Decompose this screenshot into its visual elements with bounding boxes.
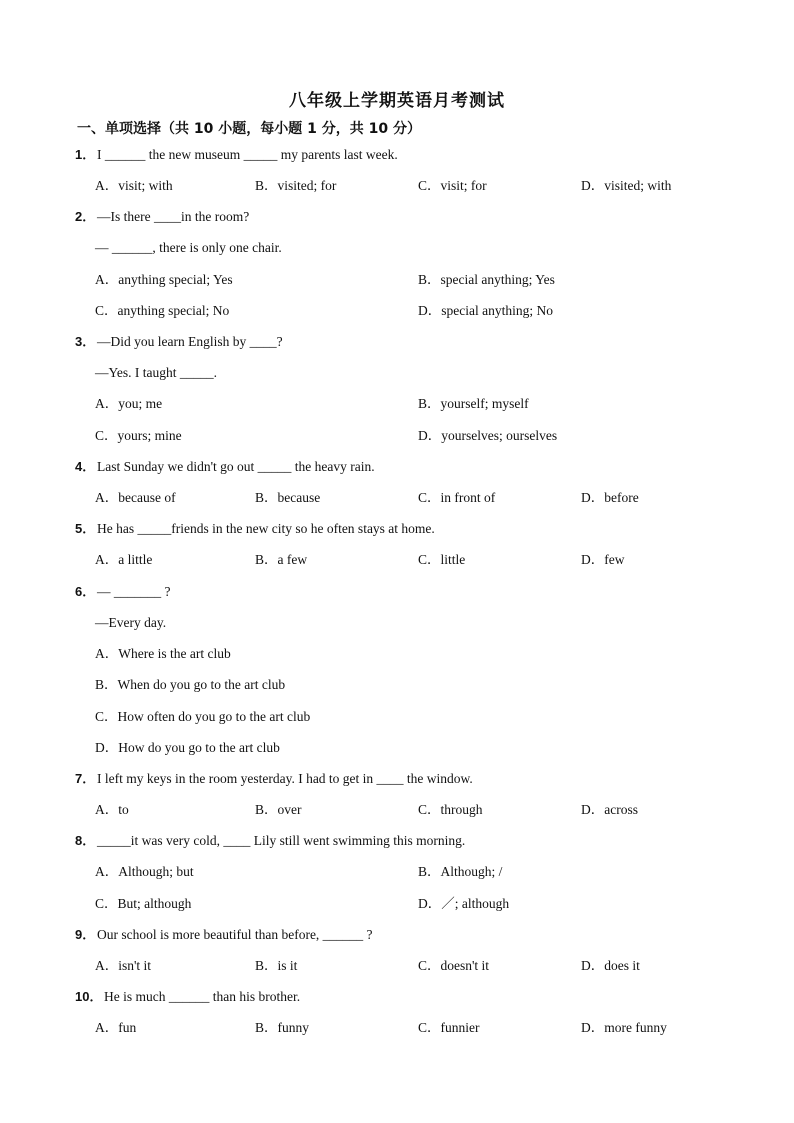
option-c[interactable]: C．anything special; No (95, 303, 230, 318)
question-number: 10． (75, 989, 103, 1004)
option-c[interactable]: C．in front of (418, 490, 496, 505)
option-a[interactable]: A．isn't it (95, 958, 152, 973)
option-c[interactable]: C．But; although (95, 896, 192, 911)
option-b[interactable]: B．over (255, 802, 302, 817)
option-a[interactable]: A．anything special; Yes (95, 272, 233, 287)
option-d[interactable]: D．visited; with (581, 178, 672, 193)
option-d[interactable]: D．before (581, 490, 639, 505)
page-title: 八年级上学期英语月考测试 (289, 91, 505, 111)
option-b[interactable]: B．funny (255, 1020, 309, 1035)
option-a[interactable]: A．a little (95, 552, 153, 567)
question-dialogue: — ______, there is only one chair. (95, 240, 282, 255)
option-a[interactable]: A．Where is the art club (95, 646, 231, 661)
question-number: 5． (75, 521, 96, 536)
question-stem: I left my keys in the room yesterday. I had to get in ____ the window. (97, 771, 473, 786)
option-c[interactable]: C．visit; for (418, 178, 487, 193)
option-a[interactable]: A．Although; but (95, 864, 194, 879)
question-stem: _____it was very cold, ____ Lily still went swimming this morning. (97, 833, 466, 848)
section-heading: 一、单项选择（共 10 小题，每小题 1 分，共 10 分） (77, 121, 421, 137)
question-dialogue: —Yes. I taught _____. (95, 365, 218, 380)
question-number: 1． (75, 147, 96, 162)
option-d[interactable]: D．special anything; No (418, 303, 553, 318)
question-stem: —Is there ____in the room? (97, 209, 250, 224)
option-d[interactable]: D．yourselves; ourselves (418, 428, 558, 443)
option-b[interactable]: B．Although; / (418, 864, 503, 879)
question-stem: Last Sunday we didn't go out _____ the heavy rain. (97, 459, 375, 474)
question-number: 9． (75, 927, 96, 942)
option-d[interactable]: D．／; although (418, 896, 510, 911)
question-number: 6． (75, 584, 96, 599)
question-stem: — _______ ? (97, 584, 171, 599)
option-a[interactable]: A．visit; with (95, 178, 173, 193)
question-number: 3． (75, 334, 96, 349)
question-dialogue: —Every day. (95, 615, 167, 630)
question-number: 8． (75, 833, 96, 848)
option-a[interactable]: A．to (95, 802, 129, 817)
question-number: 4． (75, 459, 96, 474)
option-b[interactable]: B．yourself; myself (418, 396, 529, 411)
option-b[interactable]: B．a few (255, 552, 308, 567)
option-d[interactable]: D．few (581, 552, 625, 567)
option-c[interactable]: C．through (418, 802, 483, 817)
option-a[interactable]: A．because of (95, 490, 176, 505)
option-b[interactable]: B．visited; for (255, 178, 337, 193)
question-number: 2． (75, 209, 96, 224)
option-b[interactable]: B．is it (255, 958, 298, 973)
option-c[interactable]: C．doesn't it (418, 958, 490, 973)
question-stem: —Did you learn English by ____? (97, 334, 283, 349)
question-number: 7． (75, 771, 96, 786)
question-stem: Our school is more beautiful than before, ______ ? (97, 927, 373, 942)
option-d[interactable]: D．does it (581, 958, 640, 973)
question-stem: He is much ______ than his brother. (104, 989, 301, 1004)
option-d[interactable]: D．How do you go to the art club (95, 740, 280, 755)
option-d[interactable]: D．more funny (581, 1020, 667, 1035)
option-a[interactable]: A．fun (95, 1020, 137, 1035)
option-c[interactable]: C．yours; mine (95, 428, 182, 443)
option-b[interactable]: B．When do you go to the art club (95, 677, 286, 692)
option-d[interactable]: D．across (581, 802, 638, 817)
option-b[interactable]: B．special anything; Yes (418, 272, 555, 287)
option-a[interactable]: A．you; me (95, 396, 163, 411)
option-b[interactable]: B．because (255, 490, 321, 505)
question-stem: He has _____friends in the new city so he often stays at home. (97, 521, 435, 536)
option-c[interactable]: C．funnier (418, 1020, 480, 1035)
option-c[interactable]: C．little (418, 552, 466, 567)
option-c[interactable]: C．How often do you go to the art club (95, 709, 311, 724)
question-stem: I ______ the new museum _____ my parents last week. (97, 147, 398, 162)
